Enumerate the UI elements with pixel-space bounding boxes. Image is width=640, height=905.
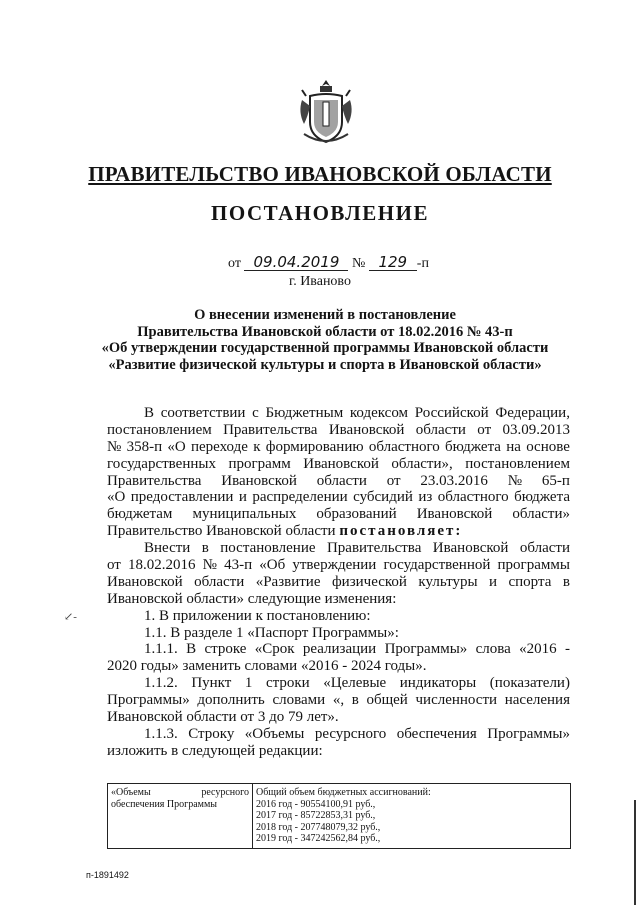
word: (показатели): [489, 675, 570, 692]
city: г. Иваново: [289, 274, 351, 289]
word: Пункт: [191, 675, 232, 692]
word: Строку: [188, 725, 235, 742]
word: области»,: [391, 455, 453, 472]
word: государственной: [383, 557, 491, 574]
word: бюджета: [514, 489, 570, 506]
word: Ивановской: [107, 573, 183, 590]
word: реализации: [302, 641, 377, 658]
word: 18.02.2016: [128, 557, 196, 574]
word: соответствии: [160, 405, 246, 421]
word: с: [252, 405, 259, 421]
subject-line: О внесении изменений в постановление: [194, 307, 456, 323]
word: №: [202, 557, 217, 574]
word: «Развитие: [255, 573, 321, 590]
word: 65-п: [541, 472, 570, 489]
word: культуры: [418, 573, 478, 590]
body-line: [107, 523, 570, 540]
word: Правительства: [107, 472, 202, 489]
word: Бюджетным: [265, 405, 344, 421]
number-label: №: [351, 256, 366, 271]
values-heading: Общий объем бюджетных ассигнований:: [256, 787, 431, 798]
value-row: 2019 год - 347242562,84 руб.,: [256, 833, 381, 844]
body-line: [107, 506, 570, 523]
word: постановление: [220, 540, 316, 557]
word: переходе: [190, 438, 248, 455]
word: 23.03.2016: [420, 472, 488, 489]
word: и: [489, 573, 498, 590]
handwritten-number: 129: [369, 254, 417, 271]
footer-code: п-1891492: [86, 870, 129, 880]
word: «Об: [259, 557, 286, 574]
word: дополнить: [197, 692, 265, 709]
coat-of-arms-icon: [296, 76, 356, 148]
word: ресурсного: [314, 725, 387, 742]
organization-title: ПРАВИТЕЛЬСТВО ИВАНОВСКОЙ ОБЛАСТИ: [88, 162, 552, 186]
word: программы: [497, 557, 570, 574]
table-row: [108, 784, 571, 849]
scan-edge-divider: [634, 800, 636, 905]
word: постановлением: [465, 455, 570, 472]
word: строки: [265, 675, 310, 692]
body-line: [107, 439, 570, 456]
body-line: [107, 456, 570, 473]
word: Внести: [144, 540, 191, 557]
date-prefix: от: [228, 256, 241, 271]
word: муниципальных: [192, 506, 297, 523]
word: от: [107, 557, 121, 574]
body-line: [107, 540, 570, 557]
subject-line: «Об утверждении государственной программы Ивановской области: [101, 340, 549, 356]
word: «Объемы: [244, 725, 305, 742]
body-line: [107, 557, 570, 574]
word: Программы»: [487, 725, 570, 742]
word: Правительства: [223, 421, 318, 438]
subject-line: «Развитие физической культуры и спорта в Ивановской области»: [108, 356, 542, 373]
body-line: [107, 641, 570, 658]
word: кодексом: [349, 405, 409, 421]
body-line: [107, 726, 570, 743]
resource-values-cell: [253, 784, 571, 849]
word: 1.1.2.: [144, 675, 178, 692]
decree-word: постановляет:: [339, 523, 463, 540]
word: «Срок: [254, 641, 295, 658]
body-line: 2020 годы» заменить словами «2016 - 2024 годы».: [107, 658, 427, 675]
word: области: [316, 472, 367, 489]
word: Ивановской: [416, 506, 493, 523]
value-row: 2017 год - 85722853,31 руб.,: [256, 810, 376, 821]
word: в: [201, 540, 209, 557]
word: 358-п: [126, 438, 163, 455]
word: областного: [368, 438, 440, 455]
word: Программы»: [384, 641, 468, 658]
word: общей: [366, 692, 408, 709]
body-line: [107, 574, 570, 591]
word: от: [386, 472, 401, 489]
word: Ивановской: [221, 472, 297, 489]
word: области: [415, 421, 466, 438]
word: индикаторы: [399, 675, 477, 692]
word: спорта: [508, 573, 552, 590]
body-line: Ивановской области от 3 до 79 лет».: [107, 709, 339, 726]
word: области: [519, 540, 570, 557]
value-row: 2018 год - 207748079,32 руб.,: [256, 821, 381, 833]
document-body: [107, 405, 570, 760]
word: физической: [331, 573, 407, 590]
word: В: [144, 405, 155, 421]
word: утверждении: [292, 557, 377, 574]
word: государственных: [107, 455, 216, 472]
word: строке: [204, 641, 247, 658]
body-line: Ивановской области» следующие изменения:: [107, 590, 397, 607]
word: формированию: [265, 438, 364, 455]
word: Ивановской: [303, 455, 379, 472]
word: субсидий: [353, 489, 413, 506]
word: 1: [244, 675, 253, 692]
word: в: [351, 692, 359, 709]
body-line: [107, 422, 570, 439]
word: программ: [228, 455, 291, 472]
body-line: изложить в следующей редакции:: [107, 742, 323, 759]
word: к: [253, 438, 261, 455]
body-text: Правительство Ивановской области: [107, 523, 336, 540]
word: на: [506, 438, 521, 455]
body-line: [107, 473, 570, 490]
document-type: ПОСТАНОВЛЕНИЕ: [211, 201, 429, 225]
label-text: «Объемы: [111, 787, 151, 798]
subject-line: Правительства Ивановской области от 18.02.2016 № 43-п: [137, 323, 513, 340]
body-line: 1.1. В разделе 1 «Паспорт Программы»:: [144, 624, 399, 641]
word: «2016: [519, 641, 557, 658]
body-line: 1. В приложении к постановлению:: [144, 607, 371, 624]
word: из: [418, 489, 433, 506]
word: постановлением: [107, 421, 212, 438]
word: распределении: [252, 489, 348, 506]
word: бюджетам: [107, 506, 173, 523]
date-number-line: [228, 254, 429, 272]
word: Российской: [414, 405, 489, 421]
document-subject: [80, 307, 570, 373]
word: «О: [107, 489, 126, 506]
word: обеспечения: [396, 725, 477, 742]
word: Программы»: [107, 692, 190, 709]
word: №: [507, 472, 523, 489]
word: 43-п: [224, 557, 253, 574]
word: 1.1.1.: [144, 641, 178, 658]
word: предоставлении: [130, 489, 234, 506]
word: в: [562, 573, 570, 590]
label-text: обеспечения Программы: [111, 798, 218, 810]
word: населения: [504, 692, 570, 709]
word: «О: [167, 438, 186, 455]
word: Федерации,: [495, 405, 570, 421]
word: области»: [512, 506, 570, 523]
body-line: [107, 489, 570, 506]
handwritten-date: 09.04.2019: [244, 254, 348, 271]
word: словами: [272, 692, 326, 709]
body-line: [107, 675, 570, 692]
word: основе: [526, 438, 570, 455]
word: численности: [415, 692, 498, 709]
label-text: ресурсного: [201, 787, 249, 798]
word: «Целевые: [323, 675, 387, 692]
word: «,: [332, 692, 345, 709]
word: областного: [437, 489, 509, 506]
resource-label-cell: [108, 784, 253, 849]
word: №: [107, 438, 122, 455]
word: Правительства: [326, 540, 422, 557]
number-suffix: -п: [416, 256, 429, 271]
word: от: [477, 421, 492, 438]
word: 1.1.3.: [144, 725, 178, 742]
body-line: [107, 405, 570, 422]
value-row: 2016 год - 90554100,91 руб.,: [256, 798, 376, 810]
word: слова: [475, 641, 511, 658]
word: 03.09.2013: [502, 421, 570, 438]
word: -: [565, 641, 570, 658]
word: Ивановской: [328, 421, 405, 438]
body-line: [107, 692, 570, 709]
resource-table: [107, 783, 571, 849]
word: области: [194, 573, 245, 590]
word: В: [186, 641, 197, 658]
margin-mark: ↙-: [64, 611, 77, 623]
word: бюджета: [445, 438, 501, 455]
word: Ивановской: [432, 540, 509, 557]
word: и: [238, 489, 247, 506]
word: образований: [316, 506, 397, 523]
